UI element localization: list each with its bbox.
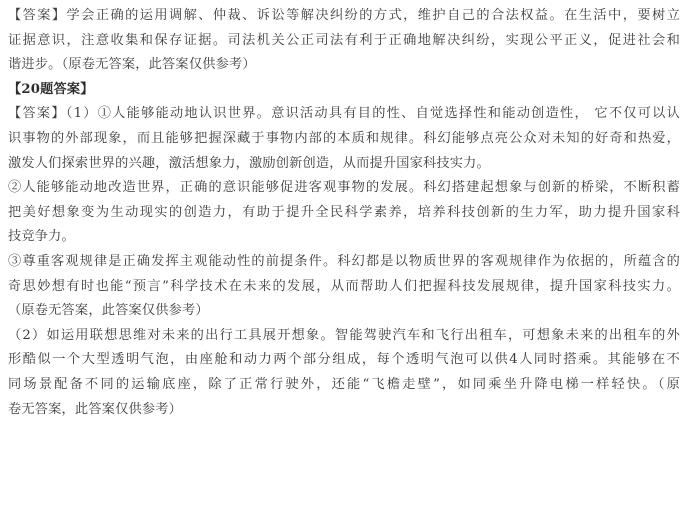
text-line: 激发人们探索世界的兴趣，激活想象力，激励创新创造，从而提升国家科技实力。 xyxy=(8,155,490,171)
text-line: （原卷无答案，此答案仅供参考） xyxy=(8,303,209,319)
text-line: 奇思妙想有时也能“预言”科学技术在未来的发展，从而帮助人们把握科技发展规律，提升国家科技实力。 xyxy=(8,278,680,294)
text-line: 把美好想象变为生动现实的创造力，有助于提升全民科学素养，培养科技创新的生力军，助力提升国家科 xyxy=(8,204,680,220)
text-line: 技竞争力。 xyxy=(8,229,75,245)
text-line: 【答案】学会正确的运用调解、仲裁、诉讼等解决纠纷的方式，维护自己的合法权益。在生活中，要树立 xyxy=(8,8,680,23)
text-line: ②人能够能动地改造世界，正确的意识能够促进客观事物的发展。科幻搭建起想象与创新的桥梁，不断积蓄 xyxy=(8,180,680,196)
text-line: 卷无答案，此答案仅供参考） xyxy=(8,401,183,417)
text-line: 同场景配备不同的运输底座，除了正常行驶外，还能“飞檐走壁”，如同乘坐升降电梯一样轻快。（原 xyxy=(8,376,680,392)
section-heading: 【20题答案】 xyxy=(8,81,94,97)
text-line: 证据意识，注意收集和保存证据。司法机关公正司法有利于正确地解决纠纷，实现公平正义，促进社会和 xyxy=(8,32,680,48)
text-line: 形酷似一个大型透明气泡，由座舱和动力两个部分组成，每个透明气泡可以供4人同时搭乘。其能够在不 xyxy=(8,352,680,368)
text-line: 识事物的外部现象，而且能够把握深藏于事物内部的本质和规律。科幻能够点亮公众对未知的好奇和热爱， xyxy=(8,130,680,146)
text-line: ③尊重客观规律是正确发挥主观能动性的前提条件。科幻都是以物质世界的客观规律作为依据的，所蕴含的 xyxy=(8,253,680,269)
text-line: （2）如运用联想思维对未来的出行工具展开想象。智能驾驶汽车和飞行出租车，可想象未来的出租车的外 xyxy=(8,327,680,343)
text-line: 谐进步。（原卷无答案，此答案仅供参考） xyxy=(8,57,256,73)
answer-document xyxy=(8,4,680,422)
text-line: 【答案】（1）①人能够能动地认识世界。意识活动具有目的性、自觉选择性和能动创造性， 它不仅可以认 xyxy=(8,106,680,122)
